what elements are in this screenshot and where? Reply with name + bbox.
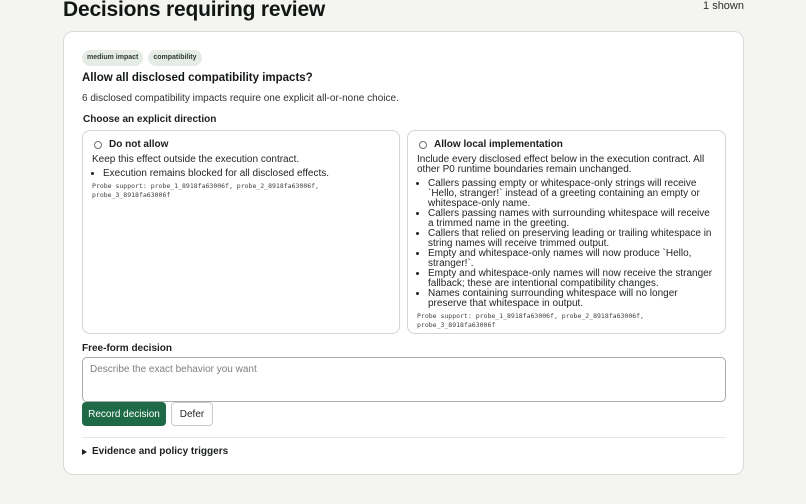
effect-item: • Names containing surrounding whitespace will no longer preserve that whitespace in output. bbox=[428, 289, 716, 309]
impact-badge: medium impact bbox=[82, 50, 143, 66]
evidence-label: Evidence and policy triggers bbox=[92, 446, 229, 457]
option-effects-list bbox=[92, 169, 390, 179]
option-body bbox=[417, 155, 716, 330]
probe-support: Probe support: probe_1_8918fa63006f, probe_2_8918fa63006f, probe_3_8918fa63006f bbox=[417, 312, 644, 329]
decision-question: Allow all disclosed compatibility impacts? bbox=[82, 72, 313, 84]
option-allow-local[interactable] bbox=[407, 130, 726, 334]
page-title: Decisions requiring review bbox=[63, 0, 326, 21]
effect-item: • Callers passing names with surrounding whitespace will receive a trimmed name in the greeting. bbox=[428, 209, 716, 229]
direction-label: Choose an explicit direction bbox=[83, 114, 217, 125]
decision-card bbox=[63, 31, 744, 475]
record-decision-button[interactable]: Record decision bbox=[82, 402, 166, 426]
option-do-not-allow[interactable] bbox=[82, 130, 400, 334]
radio-do-not-allow[interactable] bbox=[94, 141, 102, 149]
divider bbox=[82, 437, 726, 438]
option-body bbox=[92, 155, 390, 200]
option-effects-list bbox=[417, 179, 716, 309]
disclosure-triangle-icon bbox=[82, 449, 87, 455]
badge-row bbox=[82, 50, 202, 66]
radio-allow-local[interactable] bbox=[419, 141, 427, 149]
probe-support: Probe support: probe_1_8918fa63006f, probe_2_8918fa63006f, probe_3_8918fa63006f bbox=[92, 182, 319, 199]
evidence-toggle[interactable] bbox=[82, 446, 228, 457]
option-description: Keep this effect outside the execution contract. bbox=[92, 154, 300, 165]
freeform-label: Free-form decision bbox=[82, 343, 173, 354]
decision-summary: 6 disclosed compatibility impacts require one explicit all-or-none choice. bbox=[82, 93, 399, 104]
option-title: Allow local implementation bbox=[434, 139, 563, 150]
shown-count: 1 shown bbox=[703, 0, 744, 12]
effect-item: • Callers passing empty or whitespace-only strings will receive `Hello, stranger!` instead of a greeting containing an empty or whitespace-only name. bbox=[428, 179, 716, 209]
option-description: Include every disclosed effect below in the execution contract. All other P0 runtime boundaries remain unchanged. bbox=[417, 154, 705, 175]
category-badge: compatibility bbox=[148, 50, 201, 66]
effect-item: • Empty and whitespace-only names will now produce `Hello, stranger!`. bbox=[428, 249, 716, 269]
freeform-input[interactable] bbox=[82, 357, 726, 402]
effect-item: • Execution remains blocked for all disclosed effects. bbox=[103, 169, 390, 179]
effect-item: • Callers that relied on preserving leading or trailing whitespace in string names will receive trimmed output. bbox=[428, 229, 716, 249]
option-title: Do not allow bbox=[109, 139, 169, 150]
effect-item: • Empty and whitespace-only names will now receive the stranger fallback; these are intentional compatibility changes. bbox=[428, 269, 716, 289]
defer-button[interactable]: Defer bbox=[171, 402, 213, 426]
